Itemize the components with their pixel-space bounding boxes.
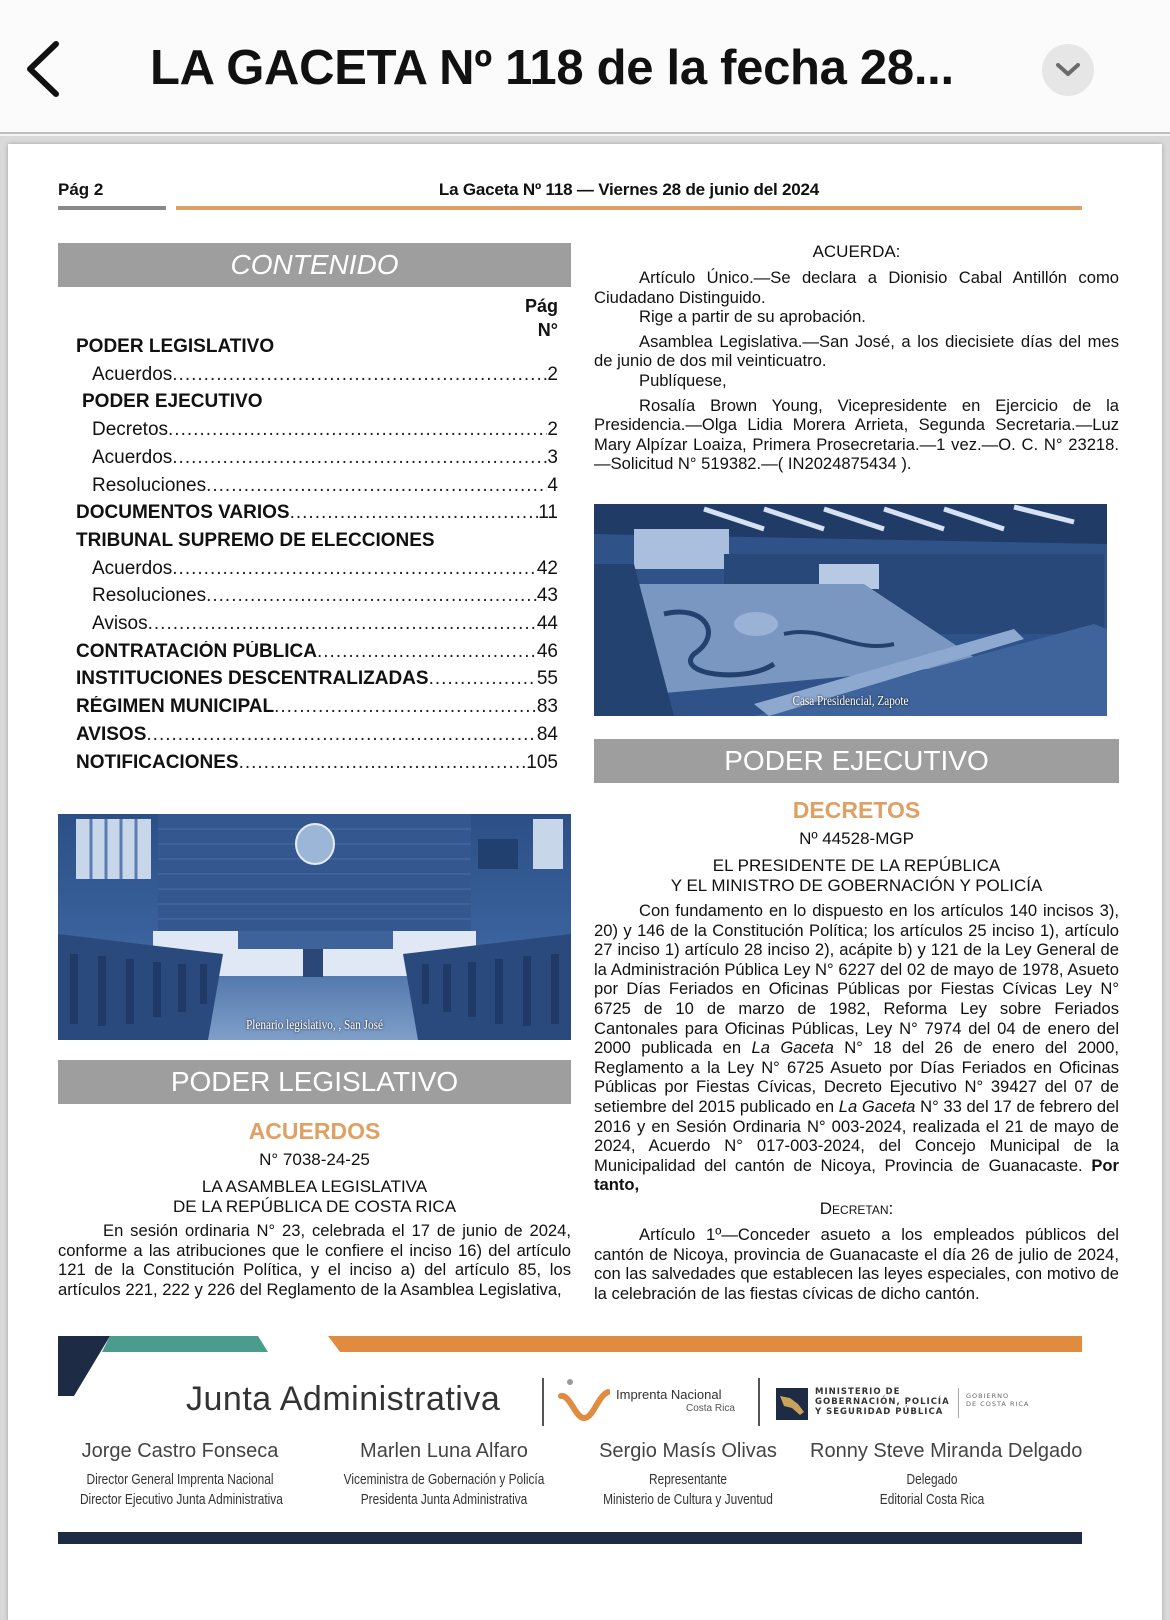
toc-leader-dots — [148, 613, 537, 635]
toc-entry-page: 2 — [547, 419, 558, 441]
member-role-line-1: Director General Imprenta Nacional — [86, 1472, 274, 1488]
preamble-part-2: N° 18 del 26 de enero del 2000, Reglamento a la Ley N° 6725 Asueto por Días Feriados en Oficinas Públicas por Fiestas Cívicas, Decreto Ejecutivo N° 39427 del 07 de setiembre del 2015 publicado en — [594, 1038, 1119, 1116]
toc-entry-label: Decretos — [92, 419, 169, 441]
member-role-line-1: Representante — [648, 1472, 728, 1488]
ministerio-line-1: MINISTERIO DE — [815, 1387, 901, 1397]
toc-entry-label: Resoluciones — [92, 474, 207, 496]
toc-leader-dots — [206, 475, 547, 497]
toc-entry[interactable] — [58, 364, 558, 390]
toc-entry[interactable] — [58, 668, 558, 694]
member-name: Jorge Castro Fonseca — [81, 1440, 279, 1462]
toc-entry[interactable] — [58, 502, 558, 528]
toc-leader-dots — [146, 724, 536, 746]
poder-legislativo-bar: PODER LEGISLATIVO — [58, 1060, 571, 1104]
top-navigation-bar — [0, 0, 1170, 134]
toc-entry-page: 4 — [547, 474, 558, 496]
imprenta-nacional-name: Imprenta Nacional — [616, 1387, 722, 1402]
toc-leader-dots — [274, 696, 537, 718]
plenario-legislativo-photo — [58, 814, 571, 1040]
page-number-label: Pág 2 — [58, 180, 104, 199]
toc-entry[interactable] — [58, 530, 558, 556]
por-tanto: Por tanto, — [594, 1155, 1119, 1195]
title-dropdown-button[interactable] — [1042, 44, 1094, 96]
toc-no-label: N° — [537, 320, 558, 340]
member-role — [79, 1470, 283, 1510]
document-title: LA GACETA Nº 118 de la fecha 28... — [150, 41, 954, 95]
preamble-part-1: Con fundamento en lo dispuesto en los artículos 140 incisos 3), 20) y 146 de la Constitución Política; los artículos 25 inciso 1), artículo 27 inciso 1) artículo 28 inciso 2), acápite b) y 121 de la Ley General de la Administración Pública Ley N° 6227 del 02 de mayo de 1978, Asueto por Días Feriados en Oficinas Públicas por Fiestas Cívicas Ley N° 6725 de 10 de marzo de 1982, Reforma Ley sobre Feriados Cantonales para Oficinas Públicas, Ley N° 7974 del 04 de enero del 2000 publicada en — [594, 901, 1119, 1058]
gobierno-line-2: DE COSTA RICA — [966, 1400, 1030, 1408]
imprenta-nacional-logo-icon — [558, 1376, 610, 1424]
toc-entry-page: 46 — [536, 640, 558, 662]
decreto-preamble — [594, 901, 1119, 1195]
toc-leader-dots — [429, 668, 537, 690]
toc-leader-dots — [168, 419, 547, 441]
toc-entry-page: 2 — [547, 363, 558, 385]
toc-entry-page: 44 — [536, 613, 558, 634]
toc-entry-label: Acuerdos — [92, 446, 173, 468]
toc-leader-dots — [206, 585, 537, 607]
toc-entry-label: AVISOS — [76, 723, 147, 745]
ministerio-logo-text — [815, 1387, 950, 1417]
plenario-image — [58, 814, 571, 1040]
decreto-issuer-2: Y EL MINISTRO DE GOBERNACIÓN Y POLICÍA — [670, 876, 1043, 895]
member-role-line-1: Viceministra de Gobernación y Policía — [343, 1472, 545, 1488]
chevron-down-icon — [1055, 62, 1081, 78]
casa-presidencial-photo — [594, 504, 1107, 716]
member-role-line-2: Editorial Costa Rica — [879, 1492, 985, 1508]
toc-leader-dots — [172, 447, 547, 469]
articulo-unico: Artículo Único.—Se declara a Dionisio Cabal Antillón como Ciudadano Distinguido. — [594, 268, 1119, 307]
toc-entry[interactable] — [58, 696, 558, 722]
toc-entry-page: 84 — [536, 723, 558, 745]
toc-entry-label: NOTIFICACIONES — [76, 751, 239, 773]
acuerdo-issuer-1: LA ASAMBLEA LEGISLATIVA — [201, 1177, 428, 1196]
navy-stripe — [58, 1336, 110, 1396]
casa-presidencial-image — [594, 504, 1107, 716]
toc-entry-label: RÉGIMEN MUNICIPAL — [76, 696, 275, 718]
member-role — [588, 1470, 788, 1510]
casa-presidencial-caption: Casa Presidencial, Zapote — [792, 694, 909, 709]
plenario-photo-caption: Plenario legislativo, , San José — [246, 1018, 383, 1033]
acuerdo-number: N° 7038-24-25 — [259, 1150, 370, 1169]
toc-entry-label: Resoluciones — [92, 585, 207, 607]
toc-entry-label: DOCUMENTOS VARIOS — [76, 502, 290, 524]
toc-entry[interactable] — [58, 336, 558, 362]
decreto-issuer-1: EL PRESIDENTE DE LA REPÚBLICA — [712, 856, 1001, 875]
member-role-line-2: Presidenta Junta Administrativa — [360, 1492, 528, 1508]
toc-entry-label: PODER LEGISLATIVO — [76, 336, 275, 357]
junta-administrativa-title: Junta Administrativa — [186, 1380, 501, 1418]
toc-entry-label: CONTRATACIÓN PÚBLICA — [76, 640, 317, 662]
toc-entry-label: Avisos — [92, 613, 148, 634]
chevron-left-icon — [22, 38, 66, 100]
document-viewer[interactable] — [0, 136, 1170, 1620]
toc-entry-label: PODER EJECUTIVO — [82, 391, 263, 413]
toc-entry[interactable] — [58, 724, 558, 750]
preamble-part-3: N° 33 del 17 de febrero del 2016 y en Sesión Ordinaria N° 003-2024, realizada el 21 de mayo de 2024, Acuerdo N° 017-003-2024, del Concejo Municipal de la Municipalidad del cantón de Nicoya, Provincia de Guanacaste. — [594, 1096, 1119, 1175]
footer-divider-1 — [542, 1378, 544, 1426]
toc-entry-label: Acuerdos — [92, 557, 173, 579]
orange-stripe — [328, 1336, 1082, 1352]
poder-legislativo-section — [58, 1060, 571, 1299]
page-header-rule — [176, 206, 1082, 210]
decreto-number: Nº 44528-MGP — [799, 829, 914, 848]
footer-divider-2 — [758, 1378, 760, 1426]
page-number-underline — [58, 206, 166, 210]
toc-entry-page: 42 — [536, 557, 558, 579]
toc-entry[interactable] — [58, 558, 558, 584]
toc-entry[interactable] — [58, 585, 558, 611]
document-page — [8, 144, 1162, 1620]
contents-title-bar: CONTENIDO — [58, 243, 571, 287]
toc-entry-page: 43 — [536, 585, 558, 607]
toc-leader-dots — [172, 558, 537, 580]
toc-leader-dots — [172, 364, 547, 386]
gobierno-line-1: GOBIERNO — [966, 1392, 1010, 1400]
junta-administrativa-footer — [58, 1336, 1082, 1556]
member-role-line-2: Ministerio de Cultura y Juventud — [603, 1492, 773, 1508]
gobierno-logo-text — [966, 1392, 1029, 1408]
costa-rica-map-icon — [776, 1388, 808, 1420]
teal-stripe — [102, 1336, 268, 1352]
toc-pag-label: Pág — [524, 296, 558, 316]
footer-bottom-bar — [58, 1532, 1082, 1544]
imprenta-nacional-sub: Costa Rica — [686, 1403, 735, 1414]
toc-entry[interactable] — [58, 419, 558, 445]
toc-entry[interactable] — [58, 391, 558, 417]
articulo-primero: Artículo 1º—Conceder asueto a los empleados públicos del cantón de Nicoya, provincia de Guanacaste el día 26 de julio de 2024, con las salvedades que establecen las leyes especiales, con motivo de la celebración de las fiestas cívicas de dicho cantón. — [594, 1224, 1119, 1303]
member-name: Ronny Steve Miranda Delgado — [810, 1440, 1083, 1462]
poder-ejecutivo-bar: PODER EJECUTIVO — [594, 739, 1119, 783]
toc-entry-label: Acuerdos — [92, 363, 173, 385]
acuerdo-issuer-2: DE LA REPÚBLICA DE COSTA RICA — [172, 1197, 457, 1216]
acuerda-heading: ACUERDA: — [812, 242, 901, 261]
member-role-line-1: Delegado — [906, 1472, 958, 1488]
acuerdos-heading: ACUERDOS — [248, 1118, 381, 1144]
member-role — [336, 1470, 552, 1510]
toc-entry-page: 105 — [526, 751, 558, 773]
toc-entry-page: 55 — [536, 668, 558, 690]
decretos-heading: DECRETOS — [792, 797, 921, 823]
toc-leader-dots — [239, 752, 527, 774]
acuerdo-continuation — [594, 242, 1119, 474]
page-header-title: La Gaceta Nº 118 — Viernes 28 de junio del 2024 — [438, 180, 820, 199]
toc-entry-label: INSTITUCIONES DESCENTRALIZADAS — [76, 668, 429, 690]
contents-panel — [58, 243, 571, 287]
ministerio-line-3: Y SEGURIDAD PÚBLICA — [815, 1407, 944, 1417]
back-button[interactable] — [22, 38, 66, 100]
toc-entry[interactable] — [58, 752, 558, 778]
toc-page-column-header — [498, 294, 558, 342]
toc-entry-page: 83 — [536, 696, 558, 718]
firmas-text: Rosalía Brown Young, Vicepresidente en Ejercicio de la Presidencia.—Olga Lidia Morera Arrieta, Segunda Secretaria.—Luz Mary Alpízar Loaiza, Primera Prosecretaria.—1 vez.—O. C. N° 23218.—Solicitud N° 519382.—( IN2024875434 ). — [594, 395, 1119, 474]
ministerio-line-2: GOBERNACIÓN, POLICÍA — [815, 1397, 950, 1407]
publiquese-text: Publíquese, — [639, 370, 727, 390]
member-role-line-2: Director Ejecutivo Junta Administrativa — [79, 1492, 283, 1508]
toc-leader-dots — [290, 502, 539, 524]
gaceta-reference-1: La Gaceta — [751, 1038, 834, 1058]
member-name: Sergio Masís Olivas — [599, 1440, 777, 1462]
toc-leader-dots — [317, 641, 537, 663]
toc-entry[interactable] — [58, 613, 558, 639]
member-name: Marlen Luna Alfaro — [360, 1440, 528, 1462]
toc-entry-page: 3 — [547, 446, 558, 468]
lugar-fecha-text: Asamblea Legislativa.—San José, a los diecisiete días del mes de junio de dos mil veinticuatro. — [594, 331, 1119, 371]
toc-entry-label: TRIBUNAL SUPREMO DE ELECCIONES — [76, 529, 435, 551]
toc-entry[interactable] — [58, 641, 558, 667]
acuerdo-preamble: En sesión ordinaria N° 23, celebrada el 17 de junio de 2024, conforme a las atribuciones que le confiere el inciso 16) del artículo 121 de la Constitución Política, y el inciso a) del artículo 85, los artículos 221, 222 y 226 del Reglamento de la Asamblea Legislativa, — [58, 1221, 571, 1299]
toc-entry-page: 11 — [538, 502, 558, 524]
decretan-heading: Decretan: — [819, 1198, 894, 1218]
member-role — [832, 1470, 1032, 1510]
poder-ejecutivo-section — [594, 739, 1119, 1303]
rige-text: Rige a partir de su aprobación. — [639, 307, 866, 327]
toc-entry[interactable] — [58, 475, 558, 501]
gaceta-reference-2: La Gaceta — [838, 1096, 916, 1116]
footer-divider-3 — [958, 1388, 959, 1418]
toc-entry[interactable] — [58, 447, 558, 473]
